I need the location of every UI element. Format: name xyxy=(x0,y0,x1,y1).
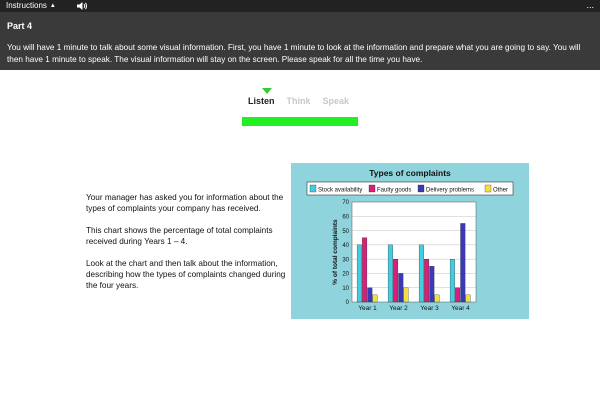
active-tab-arrow-icon xyxy=(262,88,272,94)
y-tick-label: 30 xyxy=(342,257,349,264)
task-paragraph-3: Look at the chart and then talk about the information, describing how the types of complaints changed during the four years. xyxy=(86,259,286,290)
legend-swatch xyxy=(418,185,424,192)
y-tick-label: 10 xyxy=(342,285,349,292)
chart-title: Types of complaints xyxy=(369,168,451,178)
bar xyxy=(466,295,471,302)
bar xyxy=(424,259,429,302)
plot-area xyxy=(352,202,476,302)
bar xyxy=(368,288,373,302)
x-tick-label: Year 4 xyxy=(451,305,470,312)
y-tick-label: 0 xyxy=(345,300,349,307)
bar xyxy=(450,259,455,302)
chart-y-axis-label: % of total complaints xyxy=(332,219,339,285)
y-tick-label: 60 xyxy=(342,214,349,221)
instruction-text: You will have 1 minute to talk about some visual information. First, you have 1 minute to look at the information and prepare what you are going to say. You will then have 1 minute to speak. The visual information will stay on the screen. Please speak for all the time you have. xyxy=(7,43,581,64)
caret-up-icon: ▲ xyxy=(49,2,56,9)
tab-think: Think xyxy=(286,96,311,106)
speaker-icon[interactable] xyxy=(76,0,88,12)
legend-swatch xyxy=(369,185,375,192)
complaints-chart xyxy=(291,163,529,319)
progress-fill xyxy=(242,117,358,126)
task-description xyxy=(86,192,296,302)
phase-tabs xyxy=(248,96,349,106)
y-tick-label: 40 xyxy=(342,243,349,250)
bar xyxy=(393,259,398,302)
legend-swatch xyxy=(310,185,316,192)
bar xyxy=(461,223,466,302)
legend-label: Other xyxy=(493,187,509,194)
x-tick-label: Year 3 xyxy=(420,305,439,312)
more-options-icon[interactable]: ... xyxy=(586,0,594,10)
y-tick-label: 70 xyxy=(342,200,349,207)
legend-swatch xyxy=(485,185,491,192)
y-tick-label: 20 xyxy=(342,271,349,278)
bar xyxy=(404,288,409,302)
progress-bar xyxy=(242,117,358,126)
legend-label: Stock availability xyxy=(318,187,363,194)
top-bar xyxy=(0,0,600,12)
instruction-header xyxy=(0,12,600,70)
x-tick-label: Year 1 xyxy=(358,305,377,312)
bar xyxy=(455,288,460,302)
x-tick-label: Year 2 xyxy=(389,305,408,312)
task-paragraph-1: Your manager has asked you for information about the types of complaints your company has received. xyxy=(86,193,284,213)
bar xyxy=(362,238,367,302)
tab-speak: Speak xyxy=(322,96,350,106)
chart-svg xyxy=(291,163,529,319)
bar xyxy=(435,295,440,302)
legend-label: Delivery problems xyxy=(426,187,475,194)
legend-label: Faulty goods xyxy=(377,187,412,194)
part-title: Part 4 xyxy=(7,21,33,31)
task-paragraph-2: This chart shows the percentage of total complaints received during Years 1 – 4. xyxy=(86,226,273,246)
bar xyxy=(430,266,435,302)
instructions-menu[interactable] xyxy=(6,1,56,10)
y-tick-label: 50 xyxy=(342,228,349,235)
bar xyxy=(373,295,378,302)
bar xyxy=(357,245,362,302)
bar xyxy=(399,273,404,302)
instructions-label: Instructions xyxy=(6,1,47,10)
bar xyxy=(419,245,424,302)
bar xyxy=(388,245,393,302)
tab-listen: Listen xyxy=(248,96,275,106)
